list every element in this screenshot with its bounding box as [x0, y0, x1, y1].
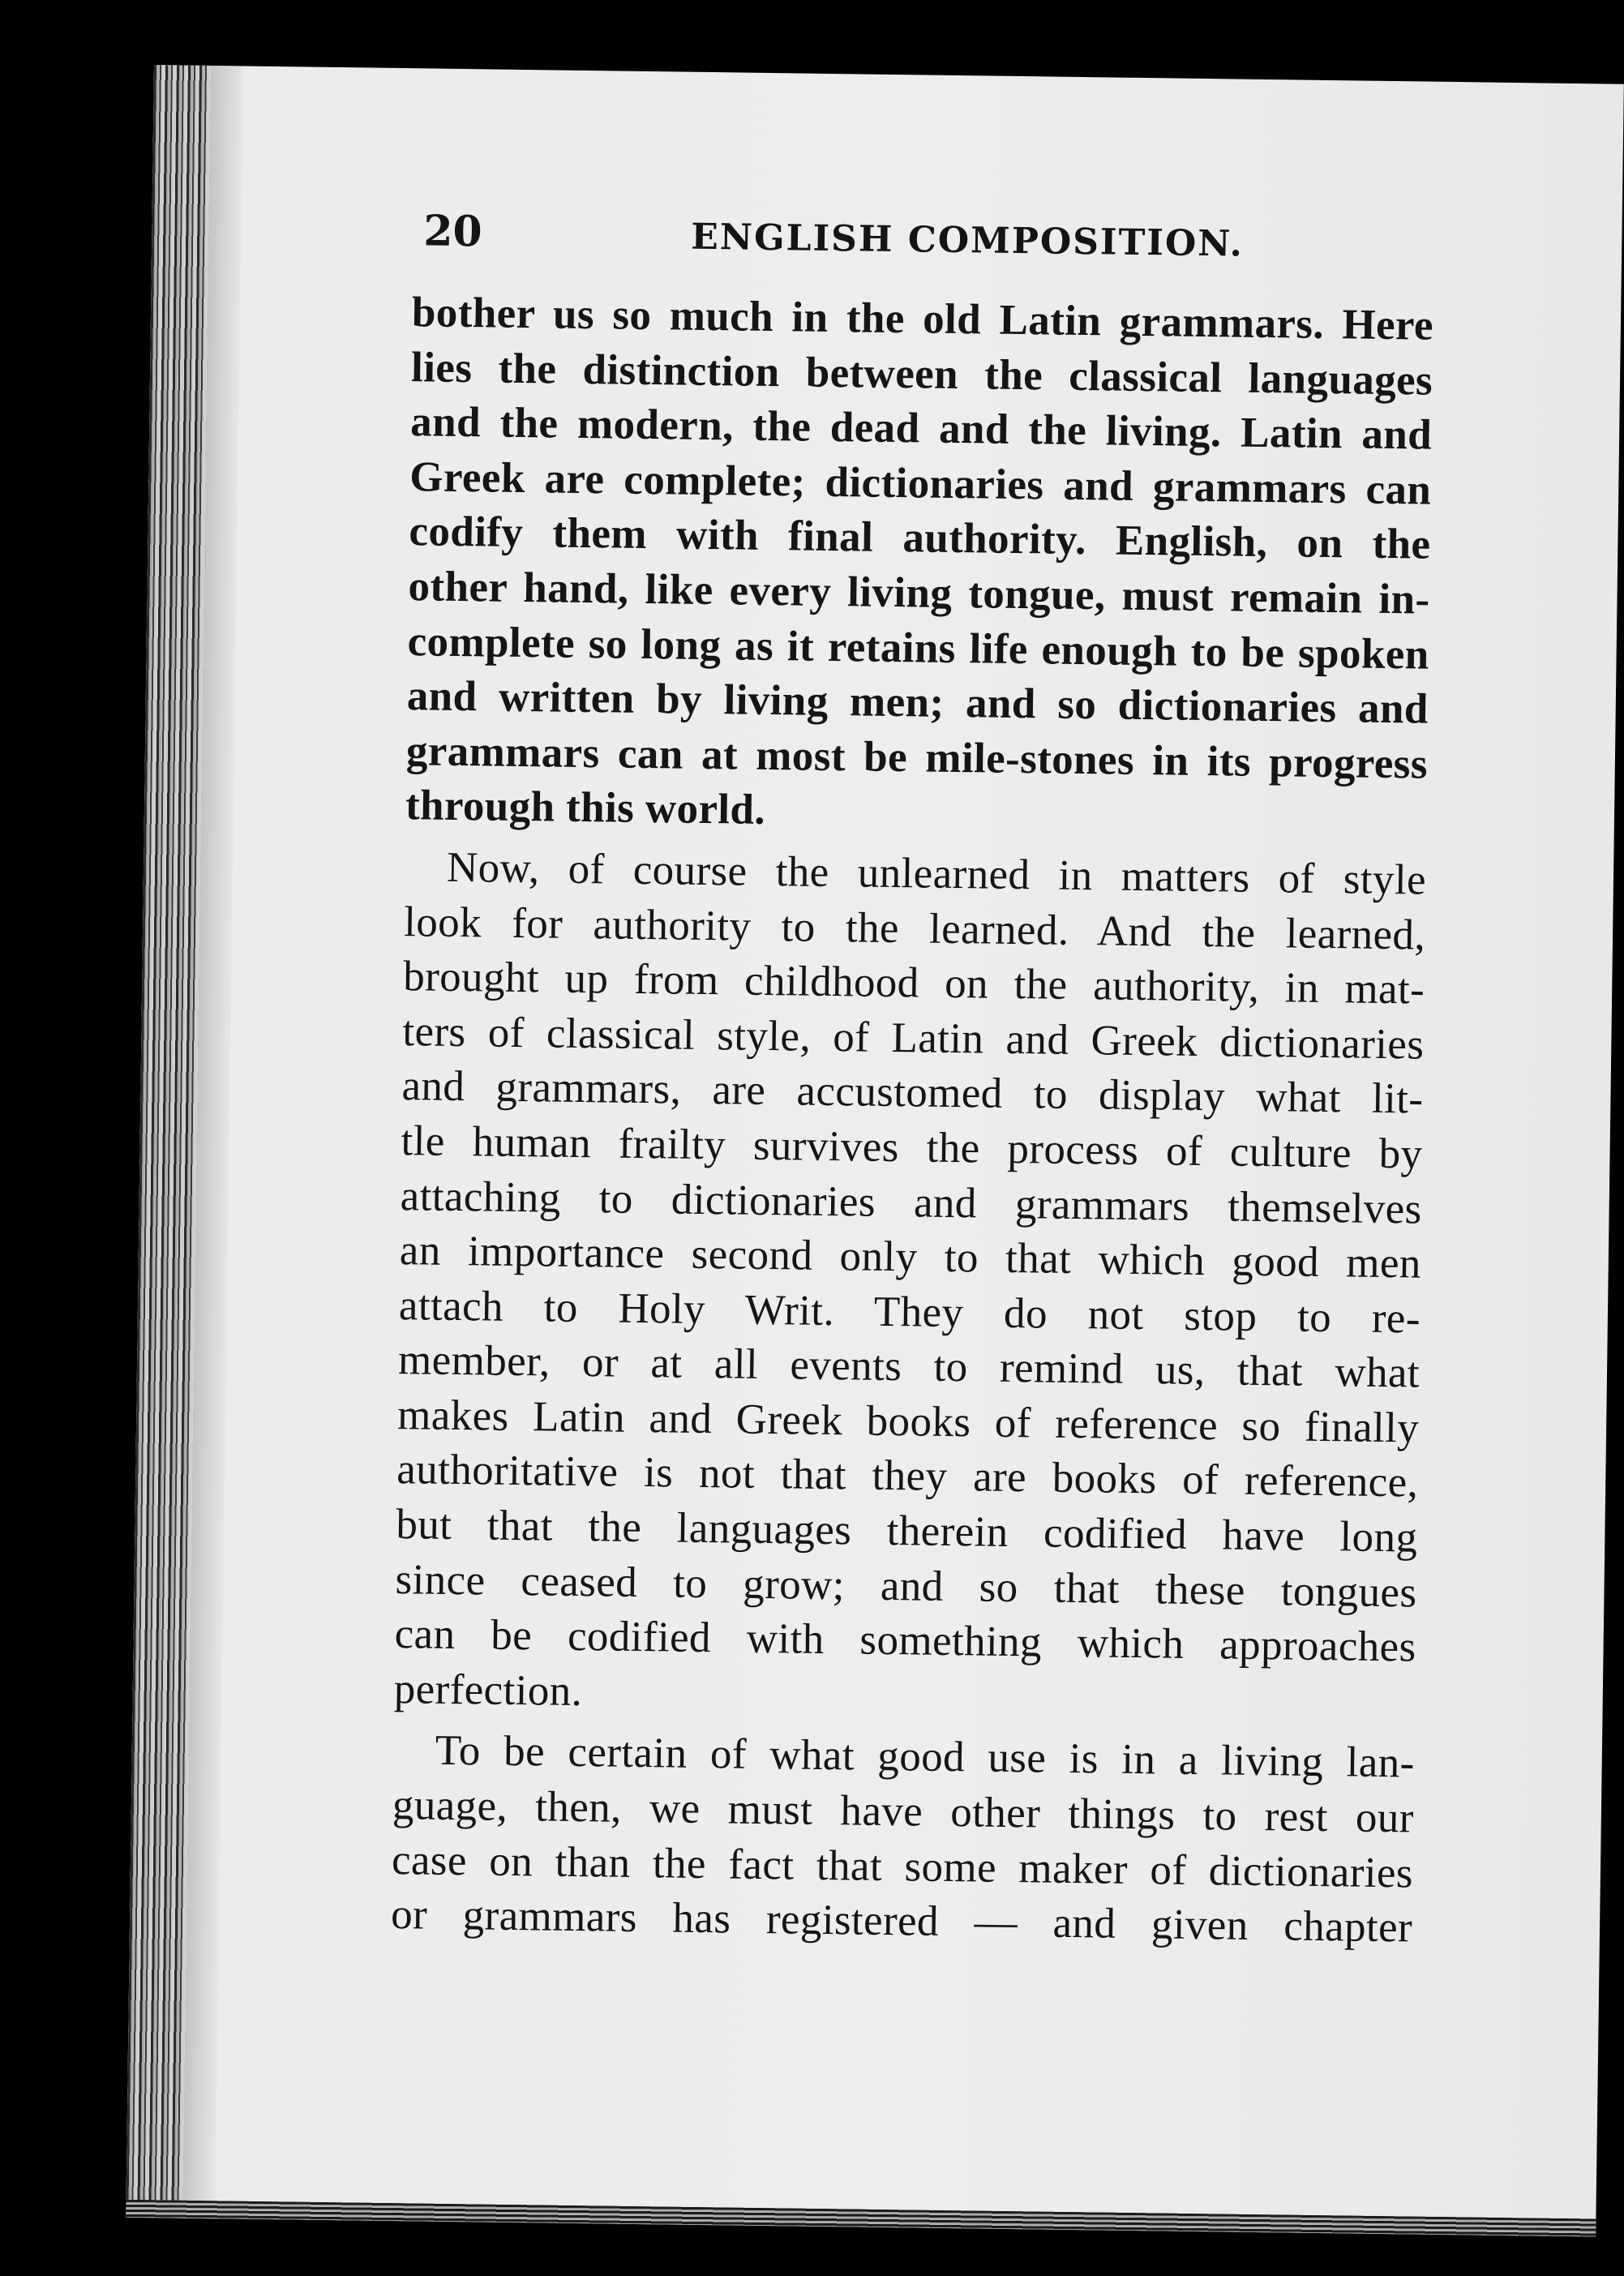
text-line: and the modern, the dead and the living. Latin and — [409, 398, 1433, 459]
text-line: guage, then, we must have other things to rest our — [392, 1781, 1415, 1842]
paragraph-2 — [393, 840, 1426, 1730]
text-line: To be certain of what good use is in a living lan- — [435, 1727, 1416, 1787]
text-line: other hand, like every living tongue, must remain in- — [408, 563, 1430, 624]
page-number: 20 — [422, 206, 483, 257]
text-line: or grammars has registered — and given chapter — [390, 1891, 1413, 1952]
text-line: authoritative is not that they are books of reference, — [396, 1446, 1419, 1507]
text-line: attach to Holy Writ. They do not stop to re- — [398, 1281, 1421, 1343]
text-line: bother us so much in the old Latin grammars. Here — [411, 289, 1434, 349]
book-page — [126, 65, 1624, 2237]
text-line: look for authority to the learned. And the learned, — [403, 898, 1426, 959]
text-line: brought up from childhood on the authority, in mat- — [402, 953, 1425, 1014]
text-line: Now, of course the unlearned in matters of style — [446, 843, 1427, 904]
paragraph-1 — [405, 285, 1434, 847]
page-bottom-edge — [126, 2200, 1596, 2237]
text-line: through this world. — [405, 782, 766, 834]
text-line: complete so long as it retains life enough to be spoken — [407, 617, 1429, 679]
text-line: an importance second only to that which good men — [399, 1227, 1422, 1288]
text-line: can be codified with something which approaches — [394, 1610, 1416, 1671]
text-line: grammars can at most be mile-stones in its progress — [405, 727, 1429, 788]
text-line: but that the languages therein codified have long — [396, 1501, 1418, 1562]
text-line: lies the distinction between the classical languages — [410, 343, 1433, 405]
body-text — [391, 285, 1434, 1956]
text-line: case on than the fact that some maker of dictionaries — [391, 1836, 1414, 1897]
text-line: perfection. — [393, 1665, 583, 1715]
text-line: makes Latin and Greek books of reference so finally — [396, 1391, 1420, 1452]
text-line: codify them with final authority. English, on the — [409, 508, 1431, 569]
text-line: tle human frailty survives the process of culture by — [401, 1117, 1423, 1178]
text-line: attaching to dictionaries and grammars themselves — [400, 1172, 1423, 1233]
text-line: since ceased to grow; and so that these tongues — [395, 1555, 1417, 1617]
page-header — [423, 206, 1600, 294]
text-line: ters of classical style, of Latin and Greek dictionaries — [402, 1007, 1425, 1069]
text-line: and grammars, are accustomed to display what lit- — [401, 1062, 1424, 1123]
text-line: member, or at all events to remind us, that what — [397, 1336, 1420, 1397]
running-head: ENGLISH COMPOSITION. — [690, 216, 1245, 265]
paragraph-3 — [391, 1723, 1415, 1956]
text-line: and written by living men; and so dictionaries and — [406, 672, 1429, 733]
text-line: Greek are complete; dictionaries and grammars can — [409, 452, 1432, 514]
